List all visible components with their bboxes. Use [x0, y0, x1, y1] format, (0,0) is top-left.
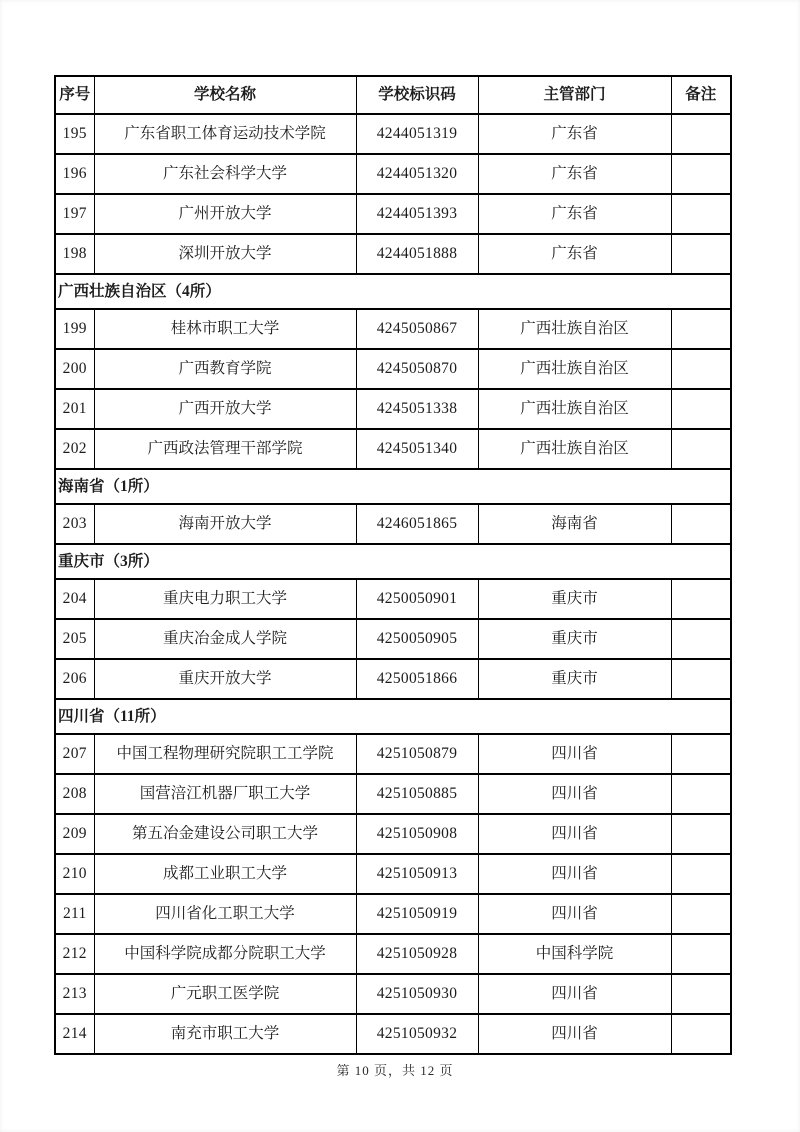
page-footer: 第 10 页，共 12 页: [336, 1063, 454, 1078]
cell-note: [671, 389, 731, 429]
cell-note: [671, 309, 731, 349]
cell-note: [671, 504, 731, 544]
cell-dept: 四川省: [478, 734, 671, 774]
cell-note: [671, 854, 731, 894]
table-row: [55, 894, 731, 934]
table-row: [55, 814, 731, 854]
cell-name: 广东社会科学大学: [94, 154, 356, 194]
table-row: [55, 854, 731, 894]
cell-no: 211: [55, 894, 94, 934]
cell-name: 国营涪江机器厂职工大学: [94, 774, 356, 814]
table-row: [55, 734, 731, 774]
cell-dept: 广西壮族自治区: [478, 309, 671, 349]
cell-code: 4251050879: [356, 734, 478, 774]
cell-no: 197: [55, 194, 94, 234]
cell-name: 重庆开放大学: [94, 659, 356, 699]
cell-name: 成都工业职工大学: [94, 854, 356, 894]
column-header-no: 序号: [55, 76, 94, 114]
cell-name: 广西政法管理干部学院: [94, 429, 356, 469]
cell-dept: 四川省: [478, 814, 671, 854]
cell-code: 4244051319: [356, 114, 478, 154]
cell-note: [671, 114, 731, 154]
cell-code: 4251050919: [356, 894, 478, 934]
cell-no: 205: [55, 619, 94, 659]
cell-no: 214: [55, 1014, 94, 1054]
cell-code: 4245050870: [356, 349, 478, 389]
school-table: [54, 75, 732, 1055]
cell-code: 4244051888: [356, 234, 478, 274]
cell-no: 204: [55, 579, 94, 619]
cell-dept: 重庆市: [478, 619, 671, 659]
cell-dept: 海南省: [478, 504, 671, 544]
column-header-note: 备注: [671, 76, 731, 114]
cell-name: 广元职工医学院: [94, 974, 356, 1014]
cell-no: 203: [55, 504, 94, 544]
section-header-row: [55, 544, 731, 579]
table-row: [55, 934, 731, 974]
cell-note: [671, 579, 731, 619]
section-header-row: [55, 274, 731, 309]
cell-note: [671, 619, 731, 659]
cell-note: [671, 1014, 731, 1054]
cell-code: 4246051865: [356, 504, 478, 544]
cell-no: 201: [55, 389, 94, 429]
column-header-school-code: 学校标识码: [356, 76, 478, 114]
cell-name: 中国工程物理研究院职工工学院: [94, 734, 356, 774]
cell-note: [671, 154, 731, 194]
section-title: 重庆市（3所）: [55, 544, 731, 579]
cell-name: 桂林市职工大学: [94, 309, 356, 349]
cell-dept: 广东省: [478, 194, 671, 234]
cell-note: [671, 194, 731, 234]
table-row: [55, 114, 731, 154]
cell-no: 196: [55, 154, 94, 194]
table-row: [55, 429, 731, 469]
section-title: 海南省（1所）: [55, 469, 731, 504]
cell-name: 海南开放大学: [94, 504, 356, 544]
cell-no: 209: [55, 814, 94, 854]
cell-no: 210: [55, 854, 94, 894]
cell-name: 广东省职工体育运动技术学院: [94, 114, 356, 154]
cell-code: 4251050908: [356, 814, 478, 854]
table-row: [55, 974, 731, 1014]
cell-dept: 四川省: [478, 1014, 671, 1054]
table-row: [55, 774, 731, 814]
cell-no: 212: [55, 934, 94, 974]
cell-code: 4251050928: [356, 934, 478, 974]
cell-no: 207: [55, 734, 94, 774]
cell-code: 4245051338: [356, 389, 478, 429]
cell-note: [671, 974, 731, 1014]
cell-code: 4251050913: [356, 854, 478, 894]
cell-code: 4250050901: [356, 579, 478, 619]
cell-no: 195: [55, 114, 94, 154]
cell-note: [671, 774, 731, 814]
cell-code: 4245050867: [356, 309, 478, 349]
cell-dept: 四川省: [478, 774, 671, 814]
cell-note: [671, 894, 731, 934]
cell-code: 4251050885: [356, 774, 478, 814]
cell-note: [671, 659, 731, 699]
cell-name: 四川省化工职工大学: [94, 894, 356, 934]
cell-name: 深圳开放大学: [94, 234, 356, 274]
section-title: 四川省（11所）: [55, 699, 731, 734]
cell-name: 广州开放大学: [94, 194, 356, 234]
cell-note: [671, 734, 731, 774]
table-header-row: [55, 76, 731, 114]
section-header-row: [55, 469, 731, 504]
table-row: [55, 659, 731, 699]
cell-note: [671, 814, 731, 854]
cell-code: 4244051320: [356, 154, 478, 194]
table-row: [55, 309, 731, 349]
cell-dept: 四川省: [478, 854, 671, 894]
cell-dept: 重庆市: [478, 579, 671, 619]
table-row: [55, 579, 731, 619]
cell-no: 208: [55, 774, 94, 814]
cell-name: 重庆冶金成人学院: [94, 619, 356, 659]
cell-name: 重庆电力职工大学: [94, 579, 356, 619]
column-header-school-name: 学校名称: [94, 76, 356, 114]
cell-note: [671, 429, 731, 469]
table-row: [55, 154, 731, 194]
cell-dept: 四川省: [478, 894, 671, 934]
cell-no: 199: [55, 309, 94, 349]
section-header-row: [55, 699, 731, 734]
table-row: [55, 504, 731, 544]
cell-name: 广西教育学院: [94, 349, 356, 389]
table-row: [55, 349, 731, 389]
cell-dept: 广东省: [478, 114, 671, 154]
cell-no: 200: [55, 349, 94, 389]
table-row: [55, 194, 731, 234]
cell-note: [671, 234, 731, 274]
cell-dept: 广西壮族自治区: [478, 429, 671, 469]
cell-note: [671, 349, 731, 389]
column-header-department: 主管部门: [478, 76, 671, 114]
cell-dept: 四川省: [478, 974, 671, 1014]
table-row: [55, 389, 731, 429]
table-row: [55, 1014, 731, 1054]
cell-no: 206: [55, 659, 94, 699]
cell-dept: 广东省: [478, 154, 671, 194]
cell-dept: 重庆市: [478, 659, 671, 699]
cell-dept: 广东省: [478, 234, 671, 274]
cell-name: 第五冶金建设公司职工大学: [94, 814, 356, 854]
cell-code: 4251050930: [356, 974, 478, 1014]
cell-code: 4245051340: [356, 429, 478, 469]
section-title: 广西壮族自治区（4所）: [55, 274, 731, 309]
table-row: [55, 619, 731, 659]
cell-no: 198: [55, 234, 94, 274]
cell-no: 202: [55, 429, 94, 469]
cell-dept: 广西壮族自治区: [478, 349, 671, 389]
cell-dept: 中国科学院: [478, 934, 671, 974]
cell-code: 4244051393: [356, 194, 478, 234]
cell-no: 213: [55, 974, 94, 1014]
cell-note: [671, 934, 731, 974]
school-table-body: [55, 114, 731, 1054]
cell-code: 4251050932: [356, 1014, 478, 1054]
table-row: [55, 234, 731, 274]
cell-name: 中国科学院成都分院职工大学: [94, 934, 356, 974]
cell-dept: 广西壮族自治区: [478, 389, 671, 429]
cell-name: 南充市职工大学: [94, 1014, 356, 1054]
cell-code: 4250050905: [356, 619, 478, 659]
cell-name: 广西开放大学: [94, 389, 356, 429]
cell-code: 4250051866: [356, 659, 478, 699]
